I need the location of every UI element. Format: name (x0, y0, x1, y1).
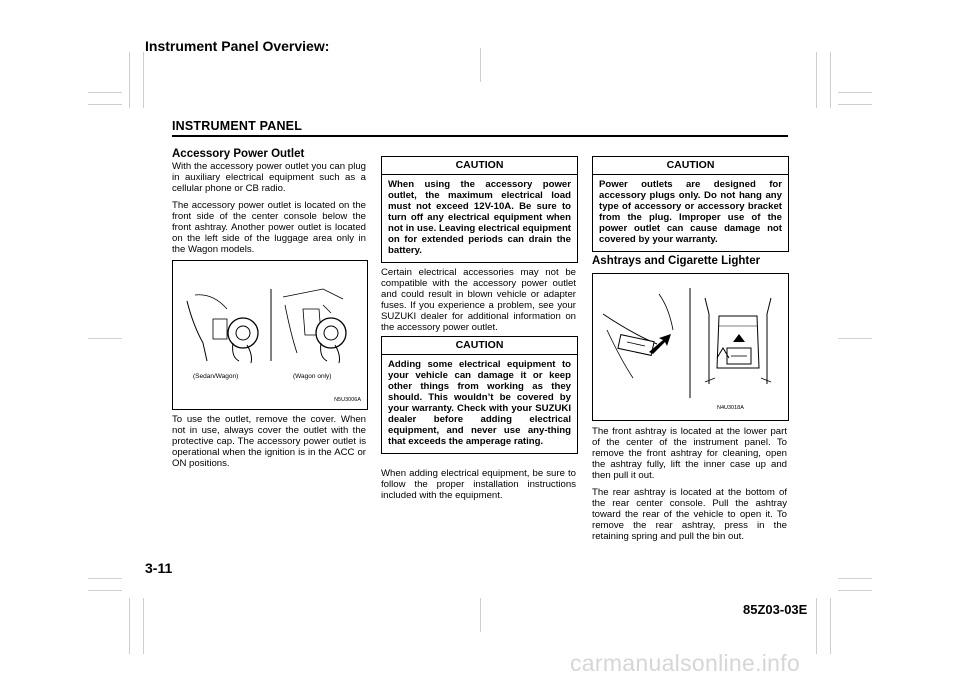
column-1 (172, 148, 366, 261)
crop-mark (143, 598, 144, 654)
crop-mark (838, 590, 872, 591)
caution-title: CAUTION (382, 337, 577, 355)
caution-text: Adding some electrical equipment to your vehicle can damage it or keep other things from working as they should. This wouldn’t be covered by your warranty. Check with your SUZUKI dealer before adding electrical equipment, and never use any-thing that exceeds the amperage rating. (388, 359, 571, 447)
crop-mark (816, 52, 817, 108)
heading-ashtrays: Ashtrays and Cigarette Lighter (592, 255, 761, 267)
crop-mark (88, 104, 122, 105)
caution-box (381, 156, 578, 263)
caution-text: When using the accessory power outlet, the maximum electrical load must not exceed 12V-10A. Be sure to turn off any electrical equipment when not in use. Leaving electrical equipment on for extended periods can drain the battery. (388, 179, 571, 256)
column-3-text (592, 426, 787, 548)
heading-accessory-power-outlet: Accessory Power Outlet (172, 148, 305, 160)
crop-mark (816, 598, 817, 654)
crop-mark (129, 52, 130, 108)
figure-label-left: (Sedan/Wagon) (193, 373, 239, 380)
paragraph: The front ashtray is located at the lower part of the center of the instrument panel. To remove the front ashtray for cleaning, open the ashtray fully, lift the inner case up and then pull it out. (592, 426, 787, 481)
header-rule (172, 135, 788, 137)
paragraph: The accessory power outlet is located on the front side of the center console below the front ashtray. Another power outlet is located on the left side of the luggage area only in the Wagon models. (172, 200, 366, 255)
column-1-lower (172, 414, 366, 475)
crop-mark (143, 52, 144, 108)
document-code: 85Z03-03E (743, 602, 808, 617)
caution-text: Power outlets are designed for accessory plugs only. Do not hang any type of accessory or accessory bracket from the plug. Improper use of the power outlet can cause damage not covered by your warranty. (599, 179, 782, 245)
figure-code: N4U3018A (717, 405, 744, 411)
crop-mark (129, 598, 130, 654)
column-3-heading (592, 255, 787, 268)
crop-mark (480, 598, 481, 632)
paragraph: With the accessory power outlet you can plug in auxiliary electrical equipment such as a cellular phone or CB radio. (172, 161, 366, 194)
ashtray-illustration (593, 274, 788, 404)
caution-title: CAUTION (593, 157, 788, 175)
crop-mark (830, 52, 831, 108)
crop-mark (838, 92, 872, 93)
crop-mark (480, 48, 481, 82)
watermark: carmanualsonline.info (570, 650, 801, 676)
running-head: INSTRUMENT PANEL (172, 119, 303, 133)
caution-box (592, 156, 789, 252)
figure-label-right: (Wagon only) (293, 373, 332, 380)
paragraph: Certain electrical accessories may not be compatible with the accessory power outlet and could result in blown vehicle or adapter fuses. If you experience a problem, see your SUZUKI dealer for additional information on the accessory power outlet. (381, 267, 576, 333)
column-2-text (381, 267, 576, 339)
crop-mark (88, 578, 122, 579)
figure-code: N5U3006A (334, 397, 361, 403)
crop-mark (88, 590, 122, 591)
power-outlet-illustration (173, 265, 367, 373)
paragraph: When adding electrical equipment, be sure to follow the proper installation instructions included with the equipment. (381, 468, 576, 501)
crop-mark (88, 338, 122, 339)
section-title: Instrument Panel Overview: (145, 38, 330, 54)
column-2-text-lower (381, 468, 576, 507)
paragraph: The rear ashtray is located at the bottom of the rear center console. Pull the ashtray toward the rear of the vehicle to open it. To remove the rear ashtray, press in the retaining spring and pull the bin out. (592, 487, 787, 542)
crop-mark (838, 578, 872, 579)
crop-mark (830, 598, 831, 654)
caution-box (381, 336, 578, 454)
figure-ashtrays (592, 273, 789, 421)
caution-title: CAUTION (382, 157, 577, 175)
paragraph: To use the outlet, remove the cover. When not in use, always cover the outlet with the protective cap. The accessory power outlet is operational when the ignition is in the ACC or ON positions. (172, 414, 366, 469)
figure-power-outlet (172, 260, 368, 410)
crop-mark (838, 104, 872, 105)
page-number: 3-11 (145, 560, 173, 576)
crop-mark (838, 338, 872, 339)
crop-mark (88, 92, 122, 93)
